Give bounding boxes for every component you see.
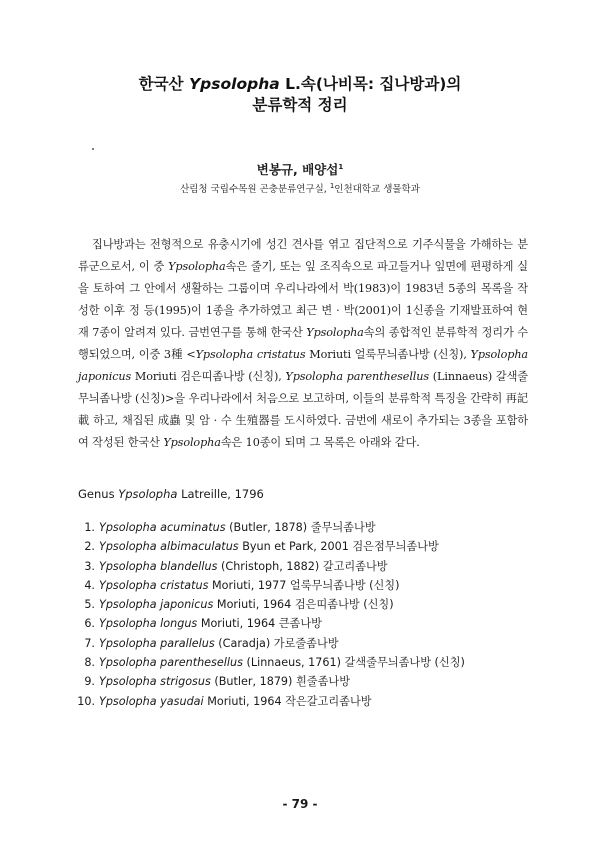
species-number: 6. [84,617,95,631]
species-item [76,634,546,653]
species-item [76,537,546,556]
species-genus: Ypsolopha [99,694,157,708]
title-line-2: 분류학적 정리 [252,96,348,114]
species-epithet: strigosus [160,675,211,689]
species-epithet: albimaculatus [160,540,239,554]
species-number: 8. [84,656,95,670]
abstract-paragraph: 집나방과는 전형적으로 유충시기에 성긴 견사를 엮고 집단적으로 기주식물을 가해하는 분류군으로서, 이 중 Ypsolopha속은 줄기, 또는 잎 조직속으로 파고들거나 잎면에 편평하게 실을 토하여 그 안에서 생활하는 그룹이며 우리나라에서 박(1983)이 1983년 5종의 목록을 작성한 이후 정 등(1995)이 1종을 추가하였고 최근 변 · 박(2001)이 1신종을 기재발표하여 현재 7종이 알려져 있다. 금번연구를 통해 한국산 Ypsolopha속의 종합적인 분류학적 정리가 수행되었으며, 이중 3種 <Ypsolopha cristatus Moriuti 얼룩무늬좀나방 (신칭), Ypsolopha japonicus Moriuti 검은띠좀나방 (신칭), Ypsolopha parenthesellus (Linnaeus) 갈색줄무늬좀나방 (신칭)>을 우리나라에서 처음으로 보고하며, 이들의 분류학적 특징을 간략히 再記載 하고, 채집된 成蟲 및 암 · 수 生殖器를 도시하였다. 금번에 새로이 추가되는 3종을 포함하여 작성된 한국산 Ypsolopha속은 10종이 되며 그 목록은 아래와 같다. [78,238,529,449]
author-names: 변봉규, 배양섭 [256,162,339,177]
species-korean-name: 작은갈고리좀나방 [285,694,372,708]
species-korean-name: 줄무늬좀나방 [310,521,376,534]
species-number: 5. [84,598,95,612]
affiliation-line: 산림청 국립수목원 곤충분류연구실, $^1$인천대학교 생물학과 [180,181,420,195]
page-number: - 79 - [282,797,318,811]
species-authority: Moriuti, 1964 [207,694,282,708]
species-number: 4. [84,578,95,592]
species-number: 2. [84,540,95,554]
species-number: 10. [77,694,95,708]
species-authority: (Caradja) [218,636,271,650]
title-genus: Ypsolopha [188,75,280,93]
species-list [76,518,546,711]
species-number: 3. [84,559,95,573]
species-epithet: longus [160,617,198,631]
species-korean-name: 얼룩무늬좀나방 (신칭) [289,578,400,592]
author-superscript: 1 [338,162,344,171]
species-genus: Ypsolopha [99,578,157,592]
species-genus: Ypsolopha [99,598,157,612]
species-epithet: parenthesellus [160,656,243,670]
species-authority: (Butler, 1878) [229,521,308,534]
species-item [76,672,546,691]
species-epithet: acuminatus [160,521,226,534]
species-authority: Moriuti, 1977 [211,578,287,592]
species-authority: (Linnaeus, 1761) [246,656,341,670]
species-authority: Moriuti, 1964 [216,598,292,612]
stray-mark [92,148,94,150]
species-genus: Ypsolopha [99,636,157,650]
species-genus: Ypsolopha [99,617,157,631]
species-number: 1. [84,521,95,534]
species-epithet: parallelus [160,636,215,650]
species-item [76,653,546,672]
species-number: 9. [84,675,95,689]
species-korean-name: 큰좀나방 [278,617,322,631]
species-epithet: yasudai [160,694,204,708]
species-korean-name: 갈색줄무늬좀나방 (신칭) [344,656,465,670]
paper-title [0,74,600,116]
species-korean-name: 흰줄좀나방 [295,675,351,689]
species-item [76,557,546,576]
species-genus: Ypsolopha [99,540,157,554]
author-line [0,160,600,178]
species-korean-name: 갈고리좀나방 [322,559,388,573]
species-item [76,595,546,614]
species-authority: (Butler, 1879) [214,675,293,689]
species-korean-name: 가로줄좀나방 [273,636,339,650]
species-item [76,614,546,633]
genus-heading: Genus Ypsolopha Latreille, 1796 [78,487,264,501]
species-item [76,692,546,711]
species-authority: (Christoph, 1882) [221,559,320,573]
species-genus: Ypsolopha [99,559,157,573]
species-authority: Moriuti, 1964 [200,617,276,631]
species-korean-name: 검은띠좀나방 (신칭) [294,598,394,612]
species-number: 7. [84,636,95,650]
species-epithet: japonicus [160,598,214,612]
title-line-1: 한국산 Ypsolopha L.속(나비목: 집나방과)의 [138,75,462,93]
species-item [76,518,546,537]
species-korean-name: 검은점무늬좀나방 [352,540,439,554]
species-item [76,576,546,595]
species-epithet: cristatus [160,578,209,592]
species-genus: Ypsolopha [99,675,157,689]
species-genus: Ypsolopha [99,656,157,670]
species-genus: Ypsolopha [99,521,157,534]
species-authority: Byun et Park, 2001 [242,540,349,554]
species-epithet: blandellus [160,559,218,573]
